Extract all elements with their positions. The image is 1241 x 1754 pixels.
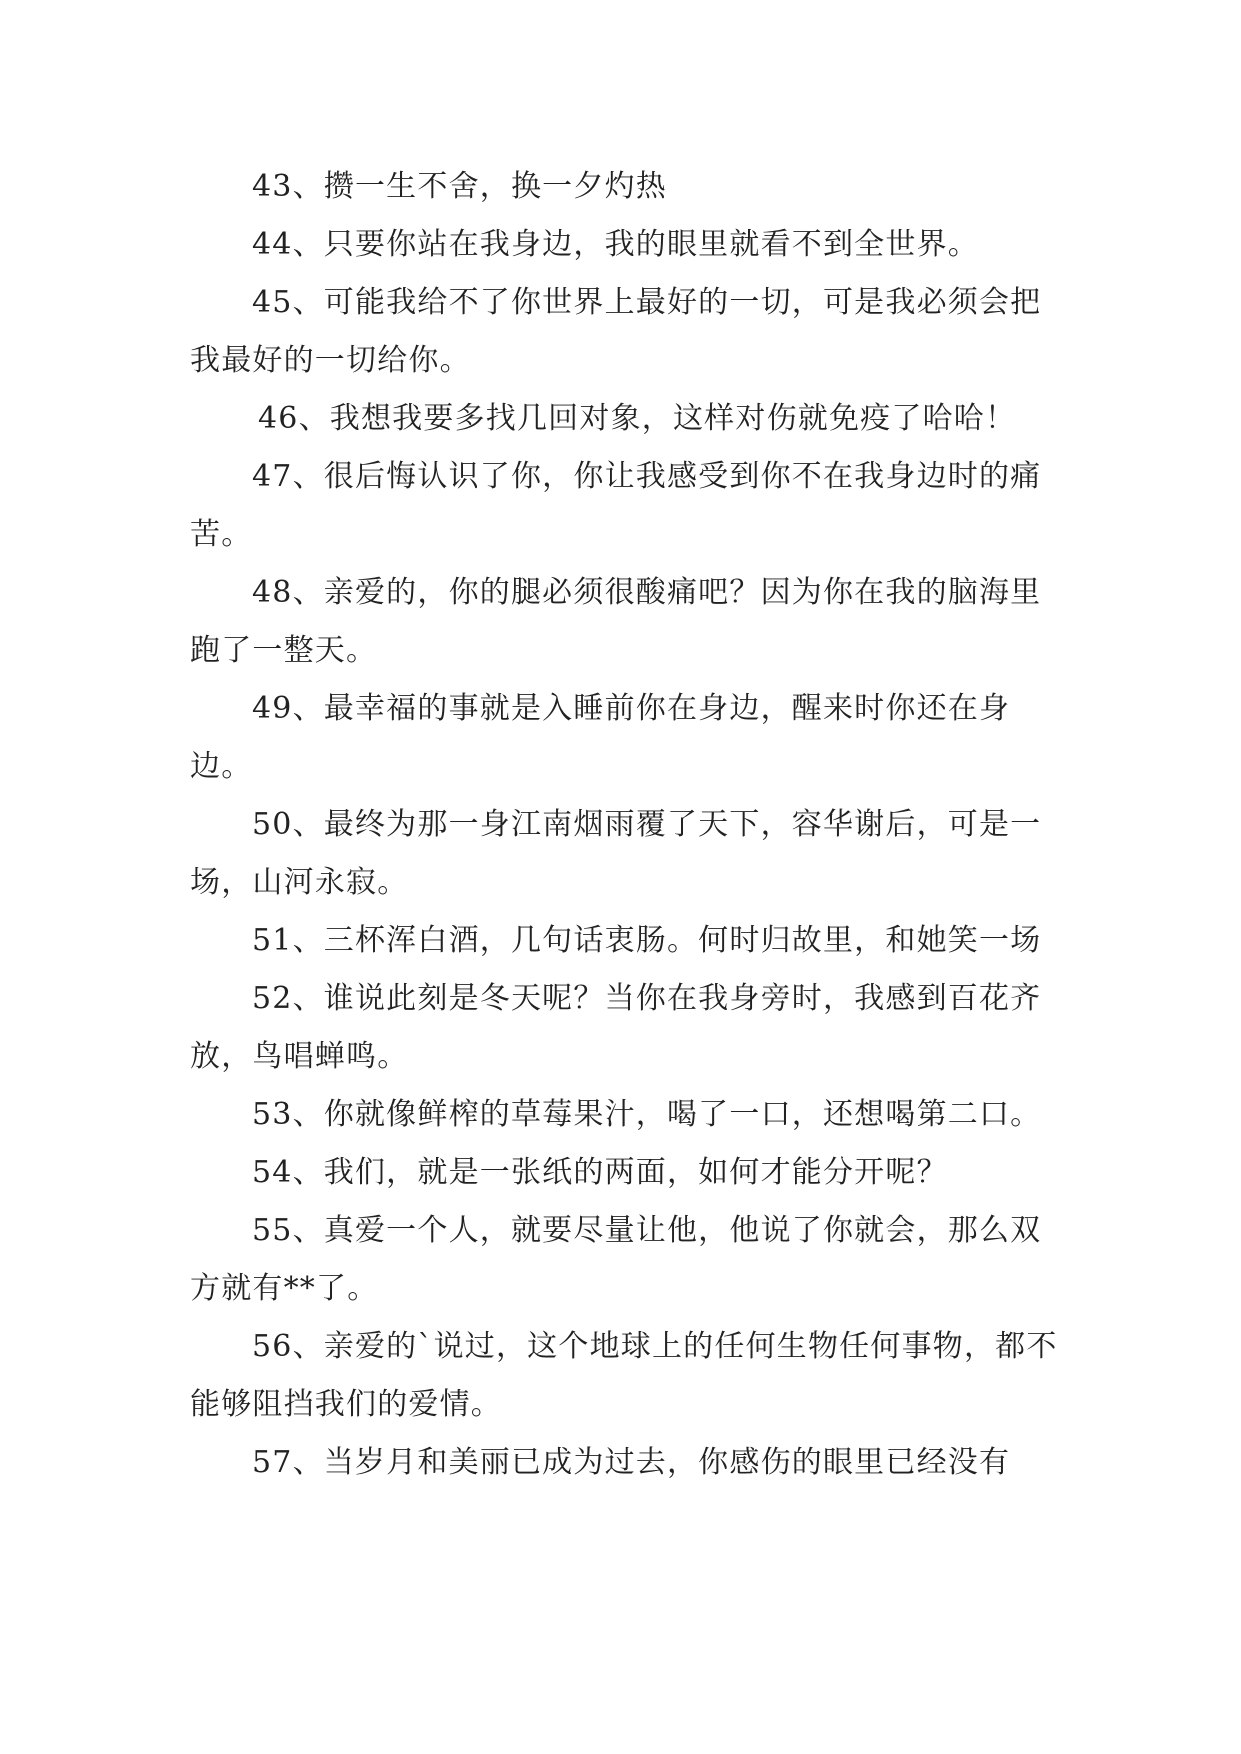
paragraph-50: 50、最终为那一身江南烟雨覆了天下，容华谢后，可是一场，山河永寂。 bbox=[190, 807, 1042, 900]
paragraph-56: 56、亲爱的`说过，这个地球上的任何生物任何事物，都不能够阻挡我们的爱情。 bbox=[190, 1329, 1058, 1422]
paragraph-57: 57、当岁月和美丽已成为过去，你感伤的眼里已经没有 bbox=[252, 1445, 1011, 1480]
paragraph-45: 45、可能我给不了你世界上最好的一切，可是我必须会把我最好的一切给你。 bbox=[190, 285, 1042, 378]
paragraph-52: 52、谁说此刻是冬天呢？当你在我身旁时，我感到百花齐放，鸟唱蝉鸣。 bbox=[190, 981, 1042, 1074]
paragraph-46: 46、我想我要多找几回对象，这样对伤就免疫了哈哈！ bbox=[258, 401, 1017, 436]
paragraph-51: 51、三杯浑白酒，几句话衷肠。何时归故里，和她笑一场 bbox=[252, 923, 1042, 958]
paragraph-47: 47、很后悔认识了你，你让我感受到你不在我身边时的痛苦。 bbox=[190, 459, 1042, 552]
document-body bbox=[190, 158, 1060, 1492]
paragraph-49: 49、最幸福的事就是入睡前你在身边，醒来时你还在身边。 bbox=[190, 691, 1011, 784]
paragraph-55: 55、真爱一个人，就要尽量让他，他说了你就会，那么双方就有**了。 bbox=[190, 1213, 1042, 1306]
paragraph-44: 44、只要你站在我身边，我的眼里就看不到全世界。 bbox=[252, 227, 979, 262]
paragraph-54: 54、我们，就是一张纸的两面，如何才能分开呢？ bbox=[252, 1155, 948, 1190]
paragraph-48: 48、亲爱的，你的腿必须很酸痛吧？因为你在我的脑海里跑了一整天。 bbox=[190, 575, 1042, 668]
paragraph-43: 43、攒一生不舍，换一夕灼热 bbox=[252, 169, 667, 204]
paragraph-53: 53、你就像鲜榨的草莓果汁，喝了一口，还想喝第二口。 bbox=[252, 1097, 1042, 1132]
